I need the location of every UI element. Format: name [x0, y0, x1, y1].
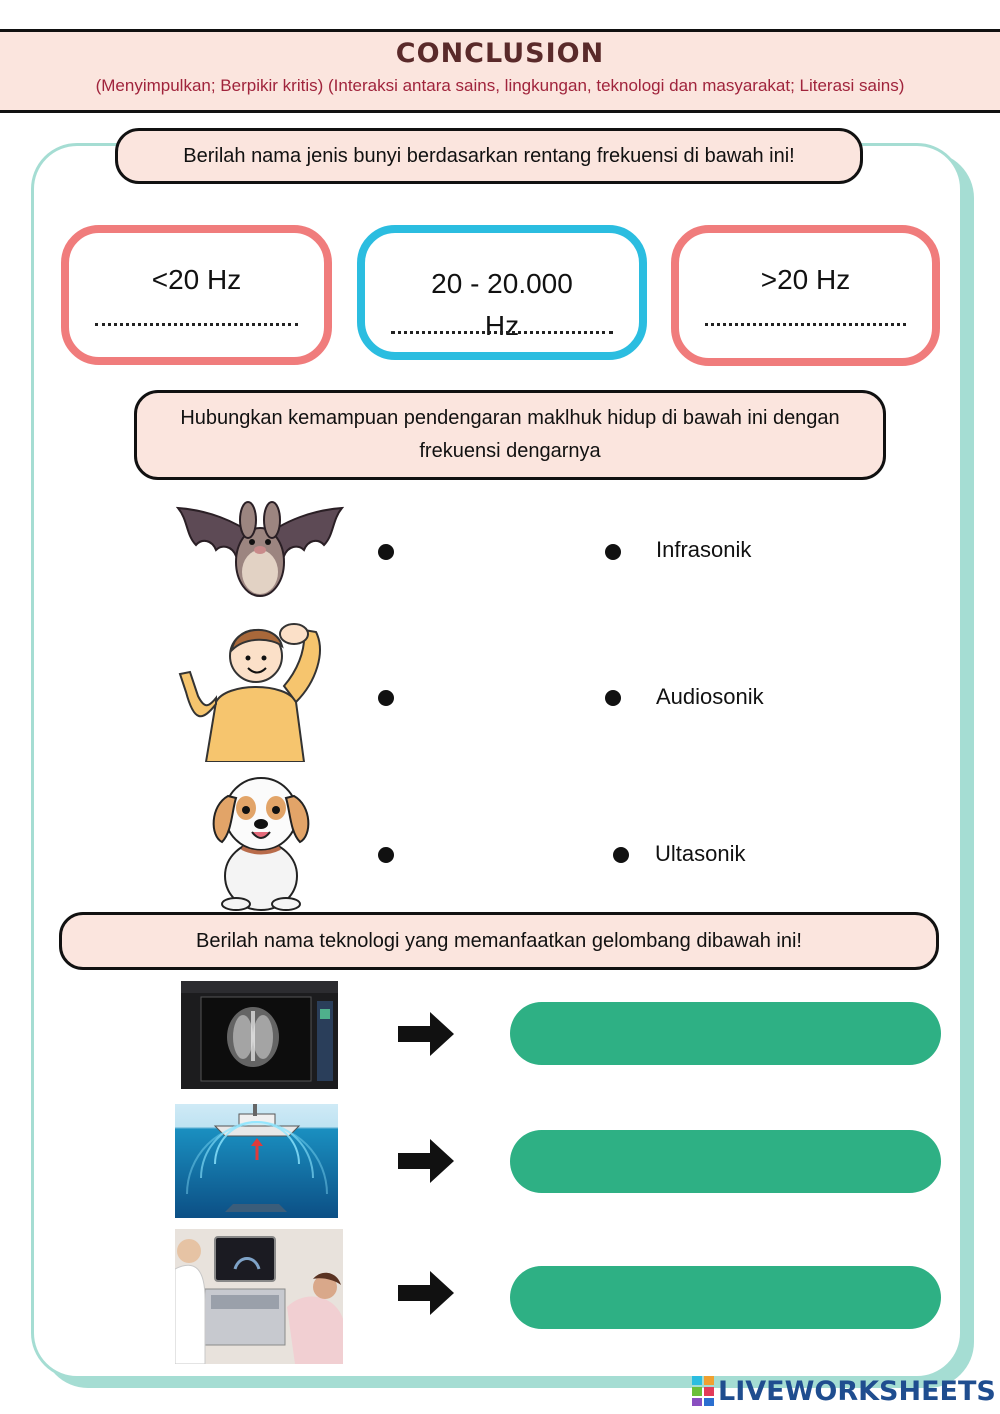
option-ultasonik: Ultasonik [655, 841, 746, 866]
liveworksheets-logo-text: LIVEWORKSHEETS [718, 1375, 996, 1407]
match-dot-left-1[interactable] [378, 544, 394, 560]
header-band [0, 29, 1000, 113]
xray-monitor-image [181, 981, 338, 1089]
frequency-box-low [61, 225, 332, 365]
liveworksheets-logo [692, 1374, 996, 1408]
instruction-frequency-types [115, 128, 863, 184]
page-subtitle: (Menyimpulkan; Berpikir kritis) (Interaksi antara sains, lingkungan, teknologi dan masyarakat; Literasi sains) [95, 76, 905, 95]
answer-blank[interactable] [391, 331, 613, 334]
frequency-range-label: <20 Hz [151, 264, 242, 295]
answer-field-sonar[interactable] [510, 1130, 941, 1193]
page-title: CONCLUSION [395, 38, 605, 69]
instruction-text: Berilah nama teknologi yang memanfaatkan gelombang dibawah ini! [196, 929, 802, 952]
arrow-right-icon [398, 1271, 454, 1315]
arrow-right-icon [398, 1012, 454, 1056]
match-dot-left-2[interactable] [378, 690, 394, 706]
liveworksheets-logo-icon [692, 1376, 716, 1406]
frequency-range-label: 20 - 20.000 Hz [431, 268, 573, 341]
ultrasound-exam-image [175, 1229, 343, 1364]
frequency-box-mid [357, 225, 647, 360]
answer-field-xray[interactable] [510, 1002, 941, 1065]
answer-blank[interactable] [705, 323, 906, 326]
human-illustration [176, 612, 336, 762]
match-dot-left-3[interactable] [378, 847, 394, 863]
instruction-text: Hubungkan kemampuan pendengaran maklhuk hidup di bawah ini dengan frekuensi dengarnya [180, 407, 840, 462]
instruction-technology [59, 912, 939, 970]
answer-field-ultrasound[interactable] [510, 1266, 941, 1329]
instruction-text: Berilah nama jenis bunyi berdasarkan rentang frekuensi di bawah ini! [183, 144, 795, 167]
answer-blank[interactable] [95, 323, 298, 326]
option-infrasonik: Infrasonik [656, 537, 752, 562]
match-dot-right-2[interactable] [605, 690, 621, 706]
frequency-box-high [671, 225, 940, 366]
match-dot-right-1[interactable] [605, 544, 621, 560]
match-dot-right-3[interactable] [613, 847, 629, 863]
dog-illustration [206, 766, 316, 912]
sonar-ship-image [175, 1104, 338, 1218]
instruction-match-hearing [134, 390, 886, 480]
option-audiosonik: Audiosonik [656, 684, 764, 709]
arrow-right-icon [398, 1139, 454, 1183]
frequency-range-label: >20 Hz [760, 264, 851, 295]
bat-illustration [176, 500, 344, 600]
